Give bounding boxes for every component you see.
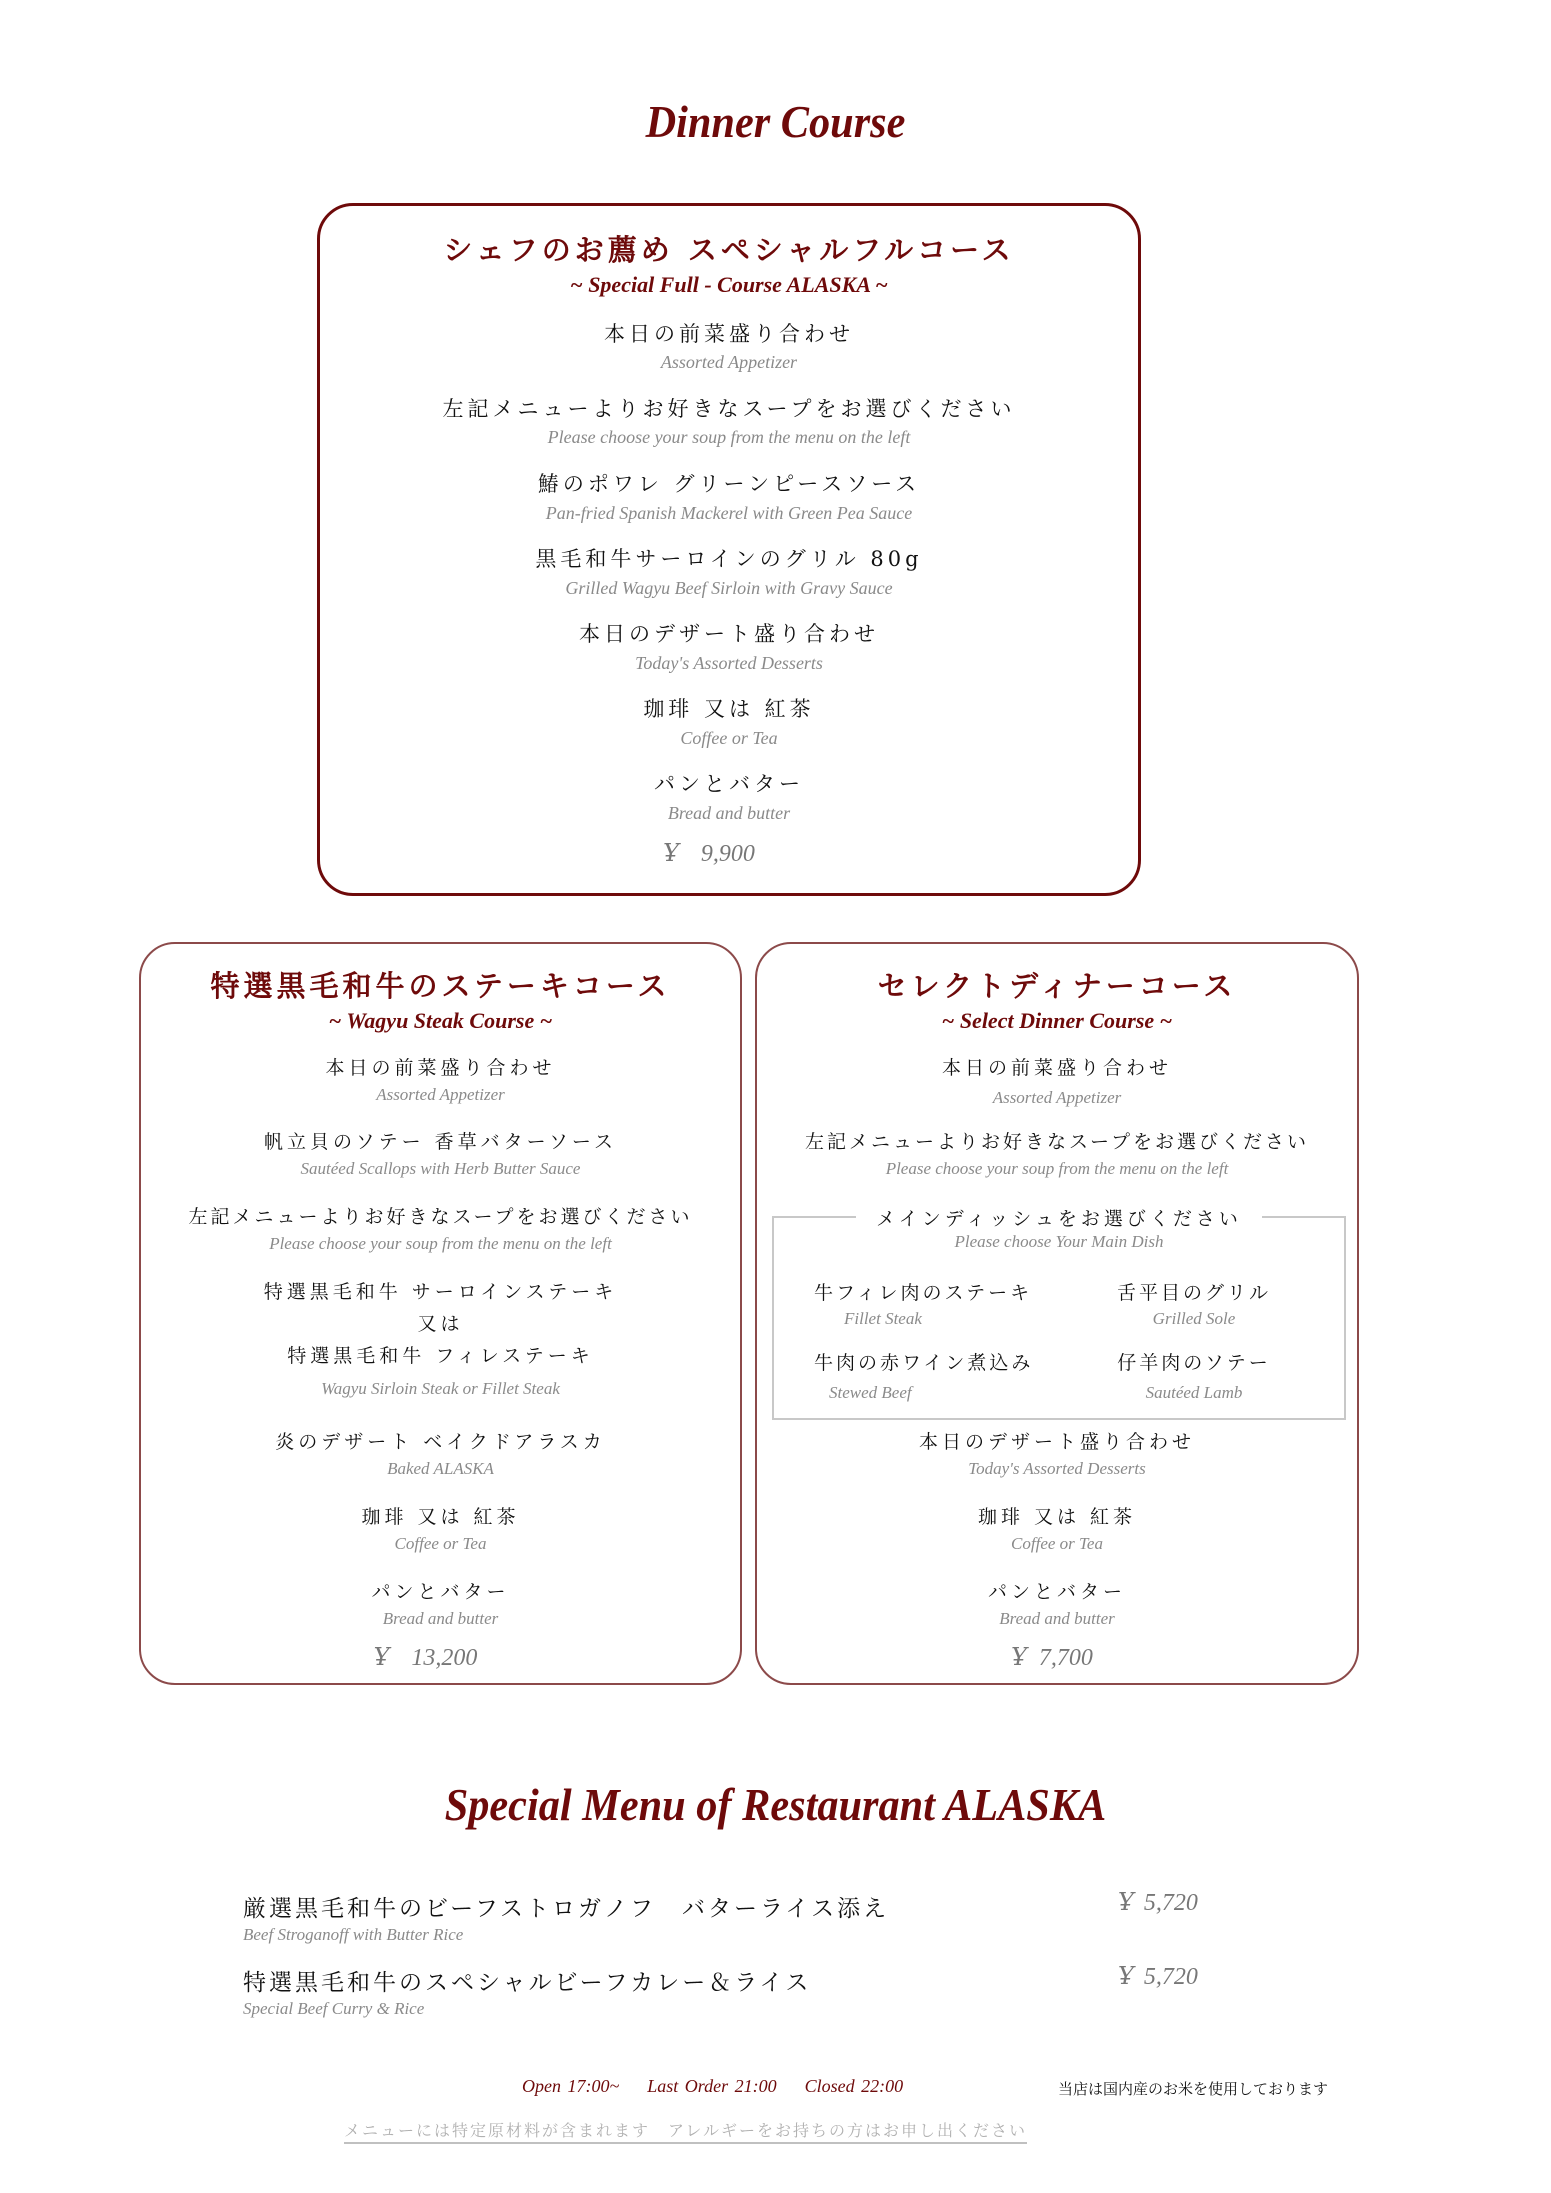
item-jp: 鰆のポワレ グリーンピースソース — [537, 472, 921, 496]
item-en: Please choose your soup from the menu on the left — [269, 1234, 612, 1253]
open-time: Open 17:00~ — [522, 2076, 620, 2096]
item-en: Bread and butter — [667, 803, 791, 823]
option-en: Stewed Beef — [829, 1383, 912, 1402]
price-value: 5,720 — [1143, 1964, 1198, 1990]
option-en: Grilled Sole — [1152, 1309, 1236, 1328]
item-jp: 左記メニューよりお好きなスープをお選びください — [188, 1206, 693, 1228]
main-dish-option — [814, 1348, 1034, 1403]
item-en: Grilled Wagyu Beef Sirloin with Gravy Sauce — [565, 578, 893, 598]
item-en: Sautéed Scallops with Herb Butter Sauce — [300, 1159, 581, 1178]
item-jp: 珈琲 又は 紅茶 — [361, 1506, 520, 1528]
course-title-jp: シェフのお薦め スペシャルフルコース — [443, 233, 1015, 267]
item-jp: 本日の前菜盛り合わせ — [325, 1057, 556, 1079]
yen-icon: Ұ — [1011, 1643, 1027, 1671]
course-price — [126, 1643, 725, 1672]
course-price — [300, 839, 1118, 868]
option-jp: 牛フィレ肉のステーキ — [814, 1282, 1033, 1304]
item-jp: 厳選黒毛和牛のビーフストロガノフ バターライス添え — [243, 1896, 890, 1922]
item-en: Assorted Appetizer — [376, 1085, 505, 1104]
item-en: Today's Assorted Desserts — [635, 653, 823, 673]
main-dish-title-en: Please choose Your Main Dish — [954, 1232, 1164, 1251]
price-value: 5,720 — [1143, 1890, 1198, 1916]
item-en: Coffee or Tea — [1011, 1534, 1103, 1553]
main-dish-title-jp: メインディッシュをお選びください — [774, 1204, 1344, 1231]
option-en: Fillet Steak — [844, 1309, 922, 1328]
item-en: Special Beef Curry & Rice — [243, 1999, 425, 2018]
item-en: Baked ALASKA — [387, 1459, 494, 1478]
item-en: Coffee or Tea — [680, 728, 778, 748]
course-price — [752, 1643, 1352, 1672]
item-jp: 又は — [417, 1313, 464, 1335]
item-jp: 特選黒毛和牛 フィレステーキ — [287, 1345, 594, 1367]
yen-icon: Ұ — [373, 1643, 390, 1671]
item-en: Assorted Appetizer — [992, 1088, 1122, 1107]
special-full-course-card — [317, 203, 1141, 896]
item-jp: パンとバター — [654, 772, 804, 796]
course-title-jp: 特選黒毛和牛のステーキコース — [210, 969, 671, 1003]
price-value: 7,700 — [1038, 1645, 1093, 1671]
option-jp: 仔羊肉のソテー — [1117, 1352, 1271, 1374]
item-jp: 本日のデザート盛り合わせ — [918, 1431, 1195, 1453]
item-jp: 炎のデザート ベイクドアラスカ — [275, 1431, 606, 1453]
item-jp: 本日のデザート盛り合わせ — [579, 622, 879, 646]
main-dish-option — [1114, 1348, 1274, 1403]
item-jp: 本日の前菜盛り合わせ — [941, 1057, 1172, 1079]
item-jp: パンとバター — [371, 1581, 510, 1603]
main-dish-selection-box — [772, 1208, 1346, 1420]
item-jp: 左記メニューよりお好きなスープをお選びください — [804, 1131, 1310, 1153]
item-jp: 黒毛和牛サーロインのグリル 80g — [535, 547, 923, 571]
item-jp: 左記メニューよりお好きなスープをお選びください — [442, 397, 1016, 421]
course-title-en: ~ Special Full - Course ALASKA ~ — [570, 272, 888, 297]
item-jp: 特選黒毛和牛 サーロインステーキ — [263, 1281, 618, 1303]
price-value: 9,900 — [700, 841, 755, 867]
last-order-time: Last Order 21:00 — [647, 2076, 777, 2096]
item-jp: パンとバター — [987, 1581, 1126, 1603]
business-hours — [522, 2076, 931, 2097]
item-en: Assorted Appetizer — [660, 352, 798, 372]
item-en: Today's Assorted Desserts — [968, 1459, 1146, 1478]
item-en: Wagyu Sirloin Steak or Fillet Steak — [321, 1379, 560, 1398]
item-jp: 珈琲 又は 紅茶 — [643, 697, 815, 721]
price-value: 13,200 — [411, 1645, 478, 1671]
dinner-course-title: Dinner Course — [645, 96, 906, 147]
special-menu-item — [243, 1890, 889, 1945]
course-title-en: ~ Select Dinner Course ~ — [941, 1008, 1173, 1033]
special-item-price — [1118, 1962, 1198, 1991]
special-menu-item — [243, 1964, 811, 2019]
item-en: Please choose your soup from the menu on the left — [885, 1159, 1229, 1178]
item-jp: 帆立貝のソテー 香草バターソース — [264, 1131, 617, 1153]
item-en: Bread and butter — [382, 1609, 499, 1628]
allergy-note: メニューには特定原材料が含まれます アレルギーをお持ちの方はお申し出ください — [344, 2118, 1027, 2144]
course-title-jp: セレクトディナーコース — [877, 969, 1237, 1003]
course-title-en: ~ Wagyu Steak Course ~ — [328, 1008, 553, 1033]
closed-time: Closed 22:00 — [804, 2076, 904, 2096]
yen-icon: Ұ — [1118, 1888, 1134, 1916]
option-en: Sautéed Lamb — [1145, 1383, 1243, 1402]
item-en: Beef Stroganoff with Butter Rice — [243, 1925, 464, 1944]
select-dinner-course-card — [755, 942, 1359, 1685]
item-en: Pan-fried Spanish Mackerel with Green Pea Sauce — [545, 503, 913, 523]
special-item-price — [1118, 1888, 1198, 1917]
item-en: Bread and butter — [999, 1609, 1115, 1628]
item-jp: 珈琲 又は 紅茶 — [977, 1506, 1137, 1528]
item-jp: 特選黒毛和牛のスペシャルビーフカレー＆ライス — [243, 1970, 812, 1996]
main-dish-option — [1114, 1278, 1274, 1329]
rice-origin-note: 当店は国内産のお米を使用しております — [1058, 2080, 1329, 2098]
special-menu-title: Special Menu of Restaurant ALASKA — [444, 1779, 1107, 1830]
yen-icon: Ұ — [663, 839, 679, 867]
item-jp: 本日の前菜盛り合わせ — [604, 322, 854, 346]
option-jp: 舌平目のグリル — [1116, 1282, 1271, 1304]
item-en: Please choose your soup from the menu on the left — [547, 427, 911, 447]
option-jp: 牛肉の赤ワイン煮込み — [814, 1352, 1034, 1374]
wagyu-steak-course-card — [139, 942, 742, 1685]
main-dish-option — [814, 1278, 1033, 1329]
item-en: Coffee or Tea — [394, 1534, 487, 1553]
yen-icon: Ұ — [1118, 1962, 1134, 1990]
